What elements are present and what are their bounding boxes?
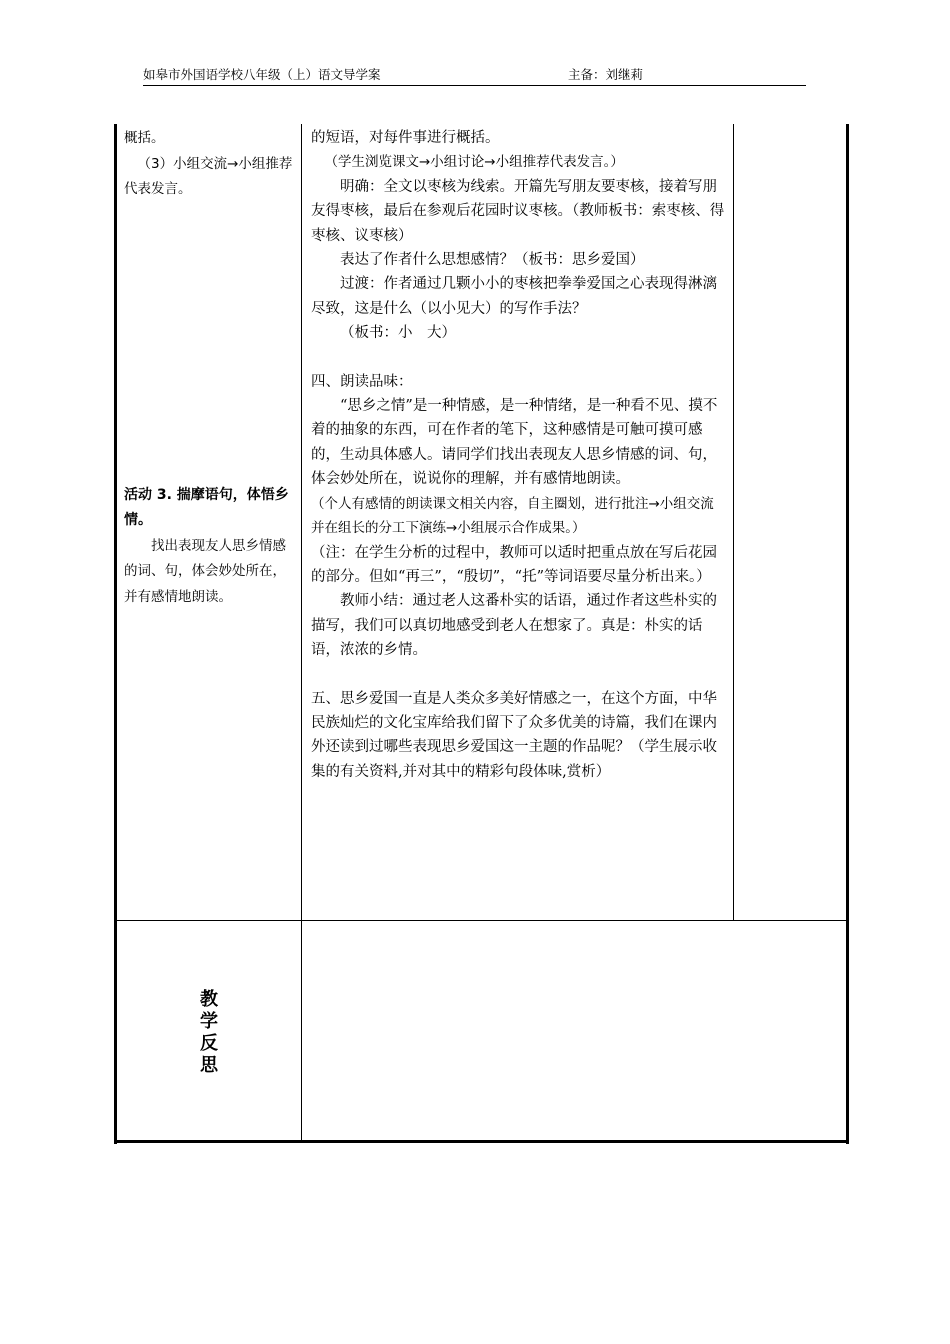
table-border-right: [846, 124, 849, 1144]
mid-text-4: 表达了作者什么思想感情？（板书：思乡爱国）: [340, 252, 645, 269]
student-activity-column: [124, 126, 294, 610]
activity-3-title: 活动 3. 揣摩语句，体悟乡情。: [124, 486, 289, 528]
reflection-char-2: 学: [200, 1011, 218, 1032]
section-5-text: 五、思乡爱国一直是人类众多美好情感之一，在这个方面，中华民族灿烂的文化宝库给我们留下了众多优美的诗篇，我们在课内外还读到过哪些表现思乡爱国这一主题的作品呢？（学生展示收集的有关资料,并对其中的精彩句段体味,赏析）: [311, 690, 717, 780]
reflection-char-4: 思: [200, 1055, 218, 1076]
left-text-1: 概括。: [124, 130, 165, 146]
table-border-bottom: [114, 1140, 849, 1143]
author-label: 主备：刘继莉: [568, 67, 644, 82]
mid-text-6: （板书：小 大）: [340, 325, 456, 342]
school-title: 如皋市外国语学校八年级（上）语文导学案: [143, 67, 381, 82]
mid-text-11: 教师小结：通过老人这番朴实的话语，通过作者这些朴实的描写，我们可以真切地感受到老人在想家了。真是：朴实的话语，浓浓的乡情。: [311, 593, 717, 659]
mid-text-10: （注：在学生分析的过程中，教师可以适时把重点放在写后花园的部分。但如“再三”，“殷切”，“托”等词语要尽量分析出来。）: [311, 544, 717, 585]
column-divider-2: [733, 124, 734, 921]
table-border-left: [114, 124, 117, 1144]
mid-gap-2: [311, 663, 727, 687]
reflection-char-3: 反: [200, 1033, 218, 1054]
mid-text-5: 过渡：作者通过几颗小小的枣核把拳拳爱国之心表现得淋漓尽致，这是什么（以小见大）的写作手法？: [311, 276, 717, 317]
mid-text-2: （学生浏览课文→小组讨论→小组推荐代表发言。）: [324, 154, 624, 171]
mid-text-8: “思乡之情”是一种情感，是一种情绪，是一种看不见、摸不着的抽象的东西，可在作者的笔下，这种感情是可触可摸可感的，生动具体感人。请同学们找出表现友人思乡情感的词、句，体会妙处所在，说说你的理解，并有感情地朗读。: [311, 398, 718, 488]
mid-text-3: 明确：全文以枣核为线索。开篇先写朋友要枣核，接着写朋友得枣核，最后在参观后花园时议枣核。（教师板书：索枣核、得枣核、议枣核）: [311, 178, 725, 244]
column-divider-1: [301, 124, 302, 1141]
mid-text-9: （个人有感情的朗读课文相关内容，自主圈划，进行批注→小组交流并在组长的分工下演练→小组展示合作成果。）: [311, 495, 714, 537]
section-4-title: 四、朗读品味：: [311, 373, 413, 390]
mid-gap-1: [311, 346, 727, 370]
page-header: [143, 67, 806, 86]
teaching-reflection-label: [194, 989, 224, 1077]
activity-3-description: 找出表现友人思乡情感的词、句，体会妙处所在，并有感情地朗读。: [124, 537, 286, 605]
reflection-char-1: 教: [200, 989, 218, 1010]
lesson-table: [114, 124, 849, 1144]
row-divider: [114, 920, 849, 921]
mid-text-1: 的短语，对每件事进行概括。: [311, 130, 500, 146]
left-spacer: [124, 203, 294, 483]
teaching-process-column: [311, 126, 727, 784]
left-text-2: （3）小组交流→小组推荐代表发言。: [124, 155, 293, 197]
